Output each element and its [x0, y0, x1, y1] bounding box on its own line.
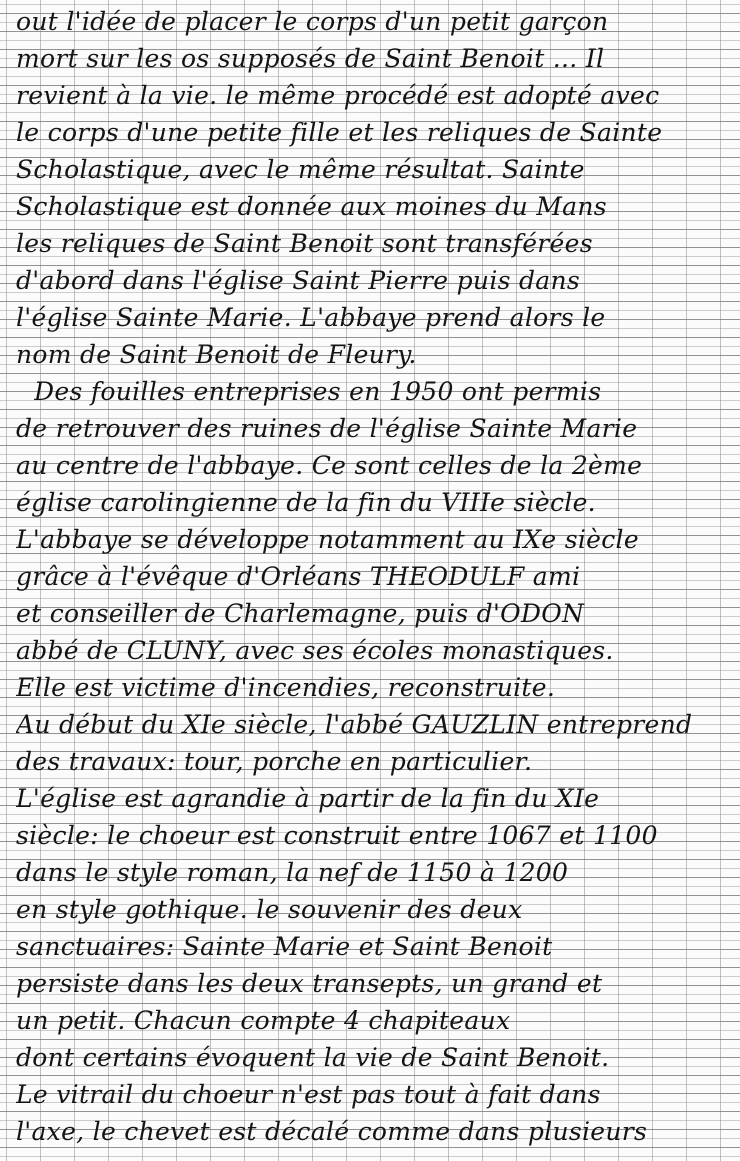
text-line: dans le style roman, la nef de 1150 à 1200	[16, 858, 569, 887]
text-line: Scholastique, avec le même résultat. Sainte	[16, 155, 585, 184]
text-line: nom de Saint Benoit de Fleury.	[16, 340, 417, 369]
text-line: et conseiller de Charlemagne, puis d'ODON	[16, 599, 585, 628]
text-line: Au début du XIe siècle, l'abbé GAUZLIN entreprend	[16, 710, 693, 739]
text-line: Le vitrail du choeur n'est pas tout à fait dans	[16, 1080, 601, 1109]
text-line: sanctuaires: Sainte Marie et Saint Benoit	[16, 932, 553, 961]
text-line: au centre de l'abbaye. Ce sont celles de la 2ème	[16, 451, 643, 480]
text-line: l'axe, le chevet est décalé comme dans plusieurs	[16, 1117, 648, 1146]
text-line: Des fouilles entreprises en 1950 ont permis	[34, 377, 602, 406]
text-line: des travaux: tour, porche en particulier.	[16, 747, 533, 776]
text-line: mort sur les os supposés de Saint Benoit ... Il	[16, 44, 605, 73]
text-line: revient à la vie. le même procédé est adopté avec	[16, 81, 660, 110]
text-line: grâce à l'évêque d'Orléans THEODULF ami	[16, 562, 581, 591]
text-line: l'église Sainte Marie. L'abbaye prend alors le	[16, 303, 606, 332]
text-line: L'abbaye se développe notamment au IXe siècle	[16, 525, 639, 554]
text-line: église carolingienne de la fin du VIIIe siècle.	[16, 488, 596, 517]
text-line: Scholastique est donnée aux moines du Mans	[16, 192, 607, 221]
text-line: L'église est agrandie à partir de la fin du XIe	[16, 784, 600, 813]
text-line: de retrouver des ruines de l'église Sainte Marie	[16, 414, 638, 443]
text-line: d'abord dans l'église Saint Pierre puis dans	[16, 266, 581, 295]
text-line: out l'idée de placer le corps d'un petit garçon	[16, 7, 609, 36]
text-line: dont certains évoquent la vie de Saint Benoit.	[16, 1043, 610, 1072]
text-line: les reliques de Saint Benoit sont transférées	[16, 229, 593, 258]
text-line: abbé de CLUNY, avec ses écoles monastiques.	[16, 636, 614, 665]
text-line: un petit. Chacun compte 4 chapiteaux	[16, 1006, 511, 1035]
text-line: Elle est victime d'incendies, reconstruite.	[16, 673, 556, 702]
text-line: le corps d'une petite fille et les reliques de Sainte	[16, 118, 663, 147]
text-line: en style gothique. le souvenir des deux	[16, 895, 523, 924]
text-line: siècle: le choeur est construit entre 1067 et 1100	[16, 821, 658, 850]
text-line: persiste dans les deux transepts, un grand et	[16, 969, 603, 998]
